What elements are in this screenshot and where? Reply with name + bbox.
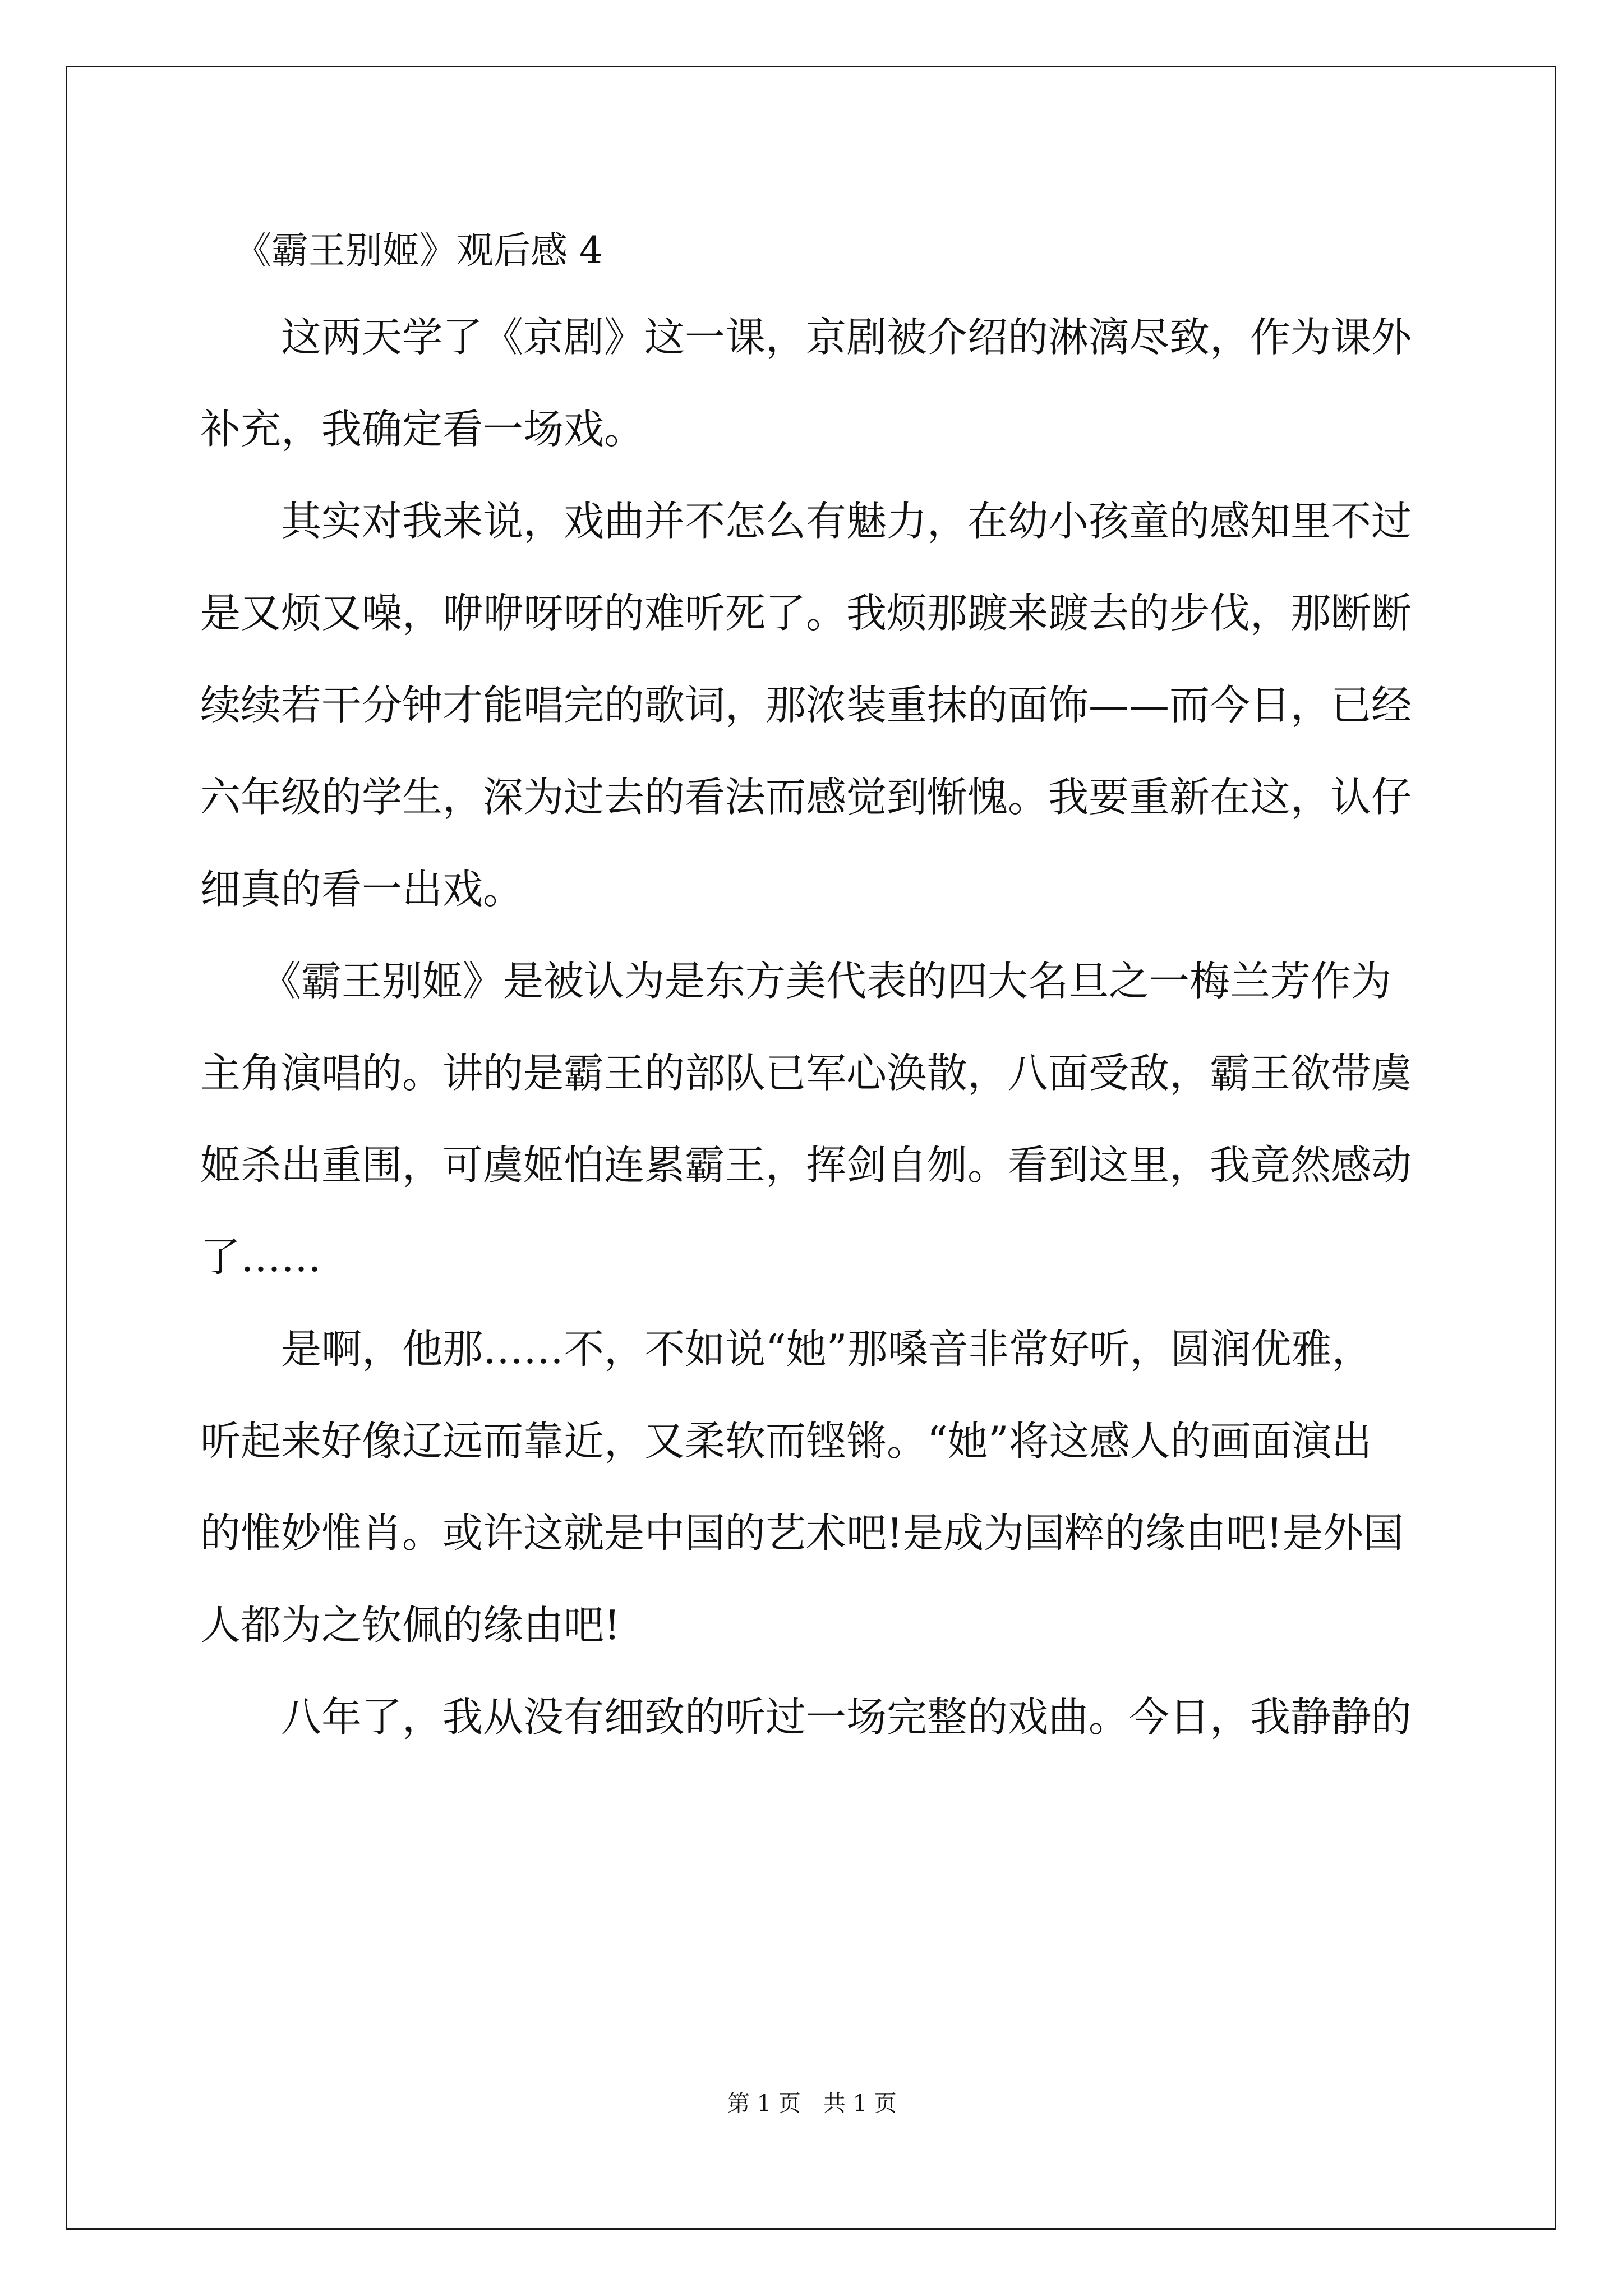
text-line: 人都为之钦佩的缘由吧! — [200, 1602, 620, 1649]
text-line: 了…… — [200, 1234, 322, 1281]
text-line: 这两天学了《京剧》这一课，京剧被介绍的淋漓尽致，作为课外 — [200, 314, 1412, 361]
document-title: 《霸王别姬》观后感 4 — [234, 229, 603, 272]
text-line: 补充，我确定看一场戏。 — [200, 406, 645, 453]
text-line: 细真的看一出戏。 — [200, 866, 524, 913]
text-line: 的惟妙惟肖。或许这就是中国的艺术吧!是成为国粹的缘由吧!是外国 — [200, 1510, 1404, 1557]
text-line: 《霸王别姬》是被认为是东方美代表的四大名旦之一梅兰芳作为 — [200, 958, 1392, 1005]
paragraph-5 — [200, 1671, 1434, 1763]
text-line: 八年了，我从没有细致的听过一场完整的戏曲。今日，我静静的 — [200, 1694, 1412, 1741]
document-body — [200, 291, 1434, 1763]
text-line: 听起来好像辽远而靠近，又柔软而铿锵。“她”将这感人的画面演出 — [200, 1418, 1372, 1465]
text-line: 续续若干分钟才能唱完的歌词，那浓装重抹的面饰——而今日，已经 — [200, 682, 1412, 729]
paragraph-3 — [200, 935, 1434, 1303]
page-number-footer: 第 1 页 共 1 页 — [727, 2091, 897, 2116]
text-line: 是又烦又噪，咿咿呀呀的难听死了。我烦那踱来踱去的步伐，那断断 — [200, 590, 1412, 637]
paragraph-1 — [200, 291, 1434, 475]
paragraph-4 — [200, 1303, 1434, 1671]
text-line: 姬杀出重围，可虞姬怕连累霸王，挥剑自刎。看到这里，我竟然感动 — [200, 1142, 1412, 1189]
text-line: 六年级的学生，深为过去的看法而感觉到惭愧。我要重新在这，认仔 — [200, 774, 1412, 821]
paragraph-2 — [200, 475, 1434, 935]
text-line: 主角演唱的。讲的是霸王的部队已军心涣散，八面受敌，霸王欲带虞 — [200, 1050, 1412, 1097]
text-line: 是啊，他那……不，不如说“她”那嗓音非常好听，圆润优雅， — [200, 1326, 1372, 1373]
text-line: 其实对我来说，戏曲并不怎么有魅力，在幼小孩童的感知里不过 — [200, 498, 1412, 545]
